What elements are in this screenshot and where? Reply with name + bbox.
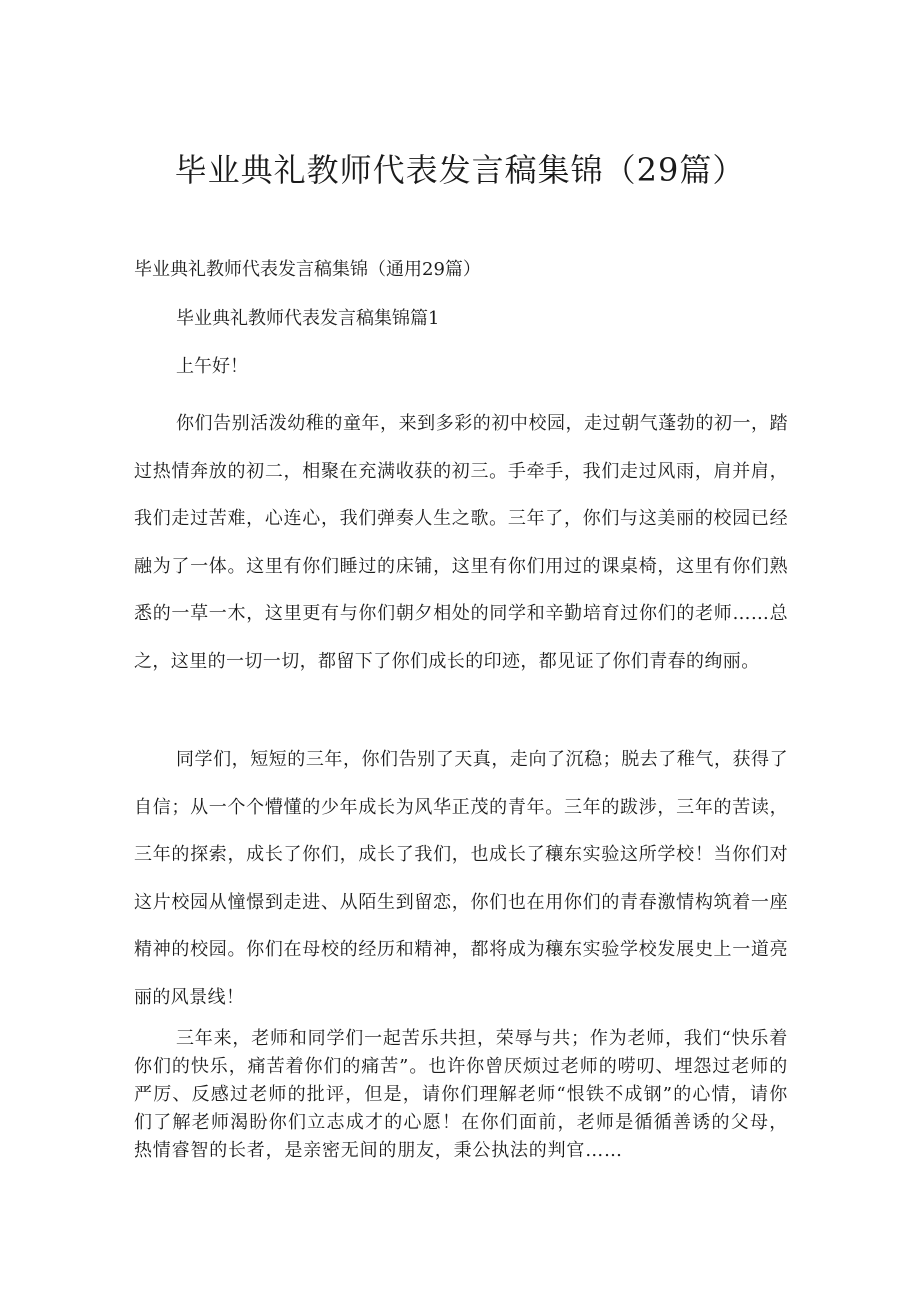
paragraph-2: 同学们，短短的三年，你们告别了天真，走向了沉稳；脱去了稚气，获得了自信；从一个个懵懂的少年成长为风华正茂的青年。三年的跋涉，三年的苦读，三年的探索，成长了你们，成长了我们，也成长了穰东实验这所学校！当你们对这片校园从憧憬到走进、从陌生到留恋，你们也在用你们的青春激情构筑着一座精神的校园。你们在母校的经历和精神，都将成为穰东实验学校发展史上一道亮丽的风景线！: [134, 749, 788, 1008]
section-heading: 毕业典礼教师代表发言稿集锦篇1: [176, 308, 440, 329]
paragraph-3: 三年来，老师和同学们一起苦乐共担，荣辱与共；作为老师，我们“快乐着你们的快乐，痛苦着你们的痛苦”。也许你曾厌烦过老师的唠叨、埋怨过老师的严厉、反感过老师的批评，但是，请你们理解老师“恨铁不成钢”的心情，请你们了解老师渴盼你们立志成才的心愿！在你们面前，老师是循循善诱的父母，热情睿智的长者，是亲密无间的朋友，秉公执法的判官……: [134, 1028, 788, 1161]
document-subtitle: 毕业典礼教师代表发言稿集锦（通用29篇）: [134, 259, 481, 280]
document-title: 毕业典礼教师代表发言稿集锦（29篇）: [174, 151, 746, 189]
greeting: 上午好！: [176, 356, 248, 377]
paragraph-1: 你们告别活泼幼稚的童年，来到多彩的初中校园，走过朝气蓬勃的初一，踏过热情奔放的初二，相聚在充满收获的初三。手牵手，我们走过风雨，肩并肩，我们走过苦难，心连心，我们弹奏人生之歌。三年了，你们与这美丽的校园已经融为了一体。这里有你们睡过的床铺，这里有你们用过的课桌椅，这里有你们熟悉的一草一木，这里更有与你们朝夕相处的同学和辛勤培育过你们的老师……总之，这里的一切一切，都留下了你们成长的印迹，都见证了你们青春的绚丽。: [134, 413, 788, 672]
